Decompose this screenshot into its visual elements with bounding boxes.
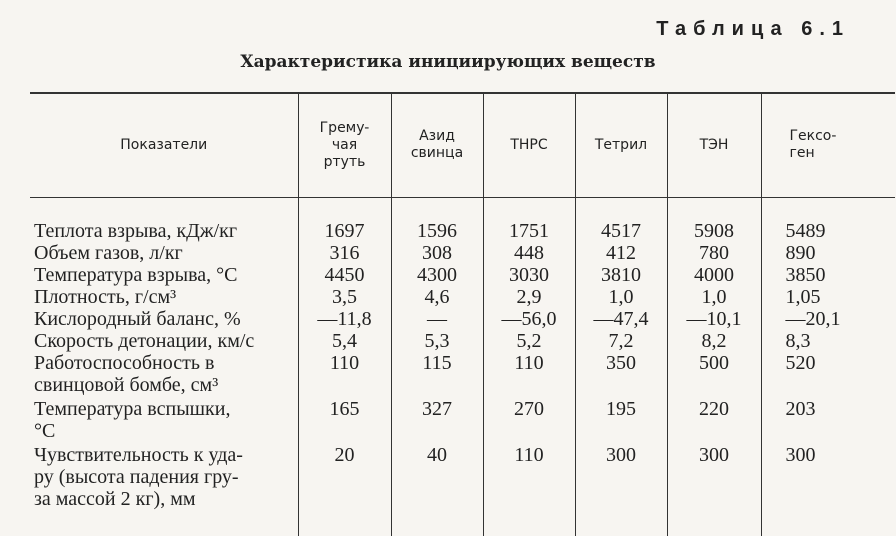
row-value: 780 (667, 242, 761, 264)
table-number-label: Таблица 6.1 (656, 18, 850, 40)
row-value: 5,2 (483, 330, 575, 352)
row-value: —10,1 (667, 308, 761, 330)
row-value: 115 (391, 352, 483, 398)
row-value: 110 (483, 352, 575, 398)
table-row (30, 444, 895, 512)
row-label: Скорость детонации, км/с (34, 329, 255, 352)
row-label: Работоспособность в свинцовой бомбе, см³ (34, 351, 219, 396)
row-value: 308 (391, 242, 483, 264)
row-value: 300 (761, 444, 895, 512)
initiating-substances-table (30, 92, 895, 536)
table-header-row (30, 93, 895, 197)
table-row (30, 264, 895, 286)
row-value: — (391, 308, 483, 330)
row-value: 1751 (483, 197, 575, 242)
table-body (30, 197, 895, 536)
row-value: 5,3 (391, 330, 483, 352)
row-value: 5,4 (298, 330, 391, 352)
row-value: 327 (391, 398, 483, 444)
header-substance: Гексо- ген (761, 93, 895, 197)
table-row (30, 398, 895, 444)
row-label: Теплота взрыва, кДж/кг (34, 219, 238, 242)
row-value: 203 (761, 398, 895, 444)
row-value: 520 (761, 352, 895, 398)
row-value: 448 (483, 242, 575, 264)
row-label: Чувствительность к уда- ру (высота падения гру- за массой 2 кг), мм (34, 443, 243, 510)
row-value: 1,0 (667, 286, 761, 308)
row-value: 1596 (391, 197, 483, 242)
row-value: 350 (575, 352, 667, 398)
row-value: 300 (575, 444, 667, 512)
row-value: —20,1 (761, 308, 895, 330)
row-value: 1,05 (761, 286, 895, 308)
header-substance: Тетрил (575, 93, 667, 197)
row-value: 500 (667, 352, 761, 398)
row-value: 20 (298, 444, 391, 512)
row-label: Температура вспышки, °С (34, 397, 231, 442)
row-value: 7,2 (575, 330, 667, 352)
row-value: 4450 (298, 264, 391, 286)
table-row (30, 330, 895, 352)
row-value: 8,3 (761, 330, 895, 352)
row-value: 110 (298, 352, 391, 398)
row-value: —11,8 (298, 308, 391, 330)
row-value: 270 (483, 398, 575, 444)
row-value: 890 (761, 242, 895, 264)
row-value: 4000 (667, 264, 761, 286)
row-value: 3810 (575, 264, 667, 286)
row-value: 3,5 (298, 286, 391, 308)
row-value: 2,9 (483, 286, 575, 308)
table-title: Характеристика инициирующих веществ (240, 52, 656, 72)
row-value: 1697 (298, 197, 391, 242)
table-row (30, 286, 895, 308)
row-label: Кислородный баланс, % (34, 307, 241, 330)
row-value: 8,2 (667, 330, 761, 352)
header-substance: Гремy- чая ртуть (298, 93, 391, 197)
header-substance: Азид свинца (391, 93, 483, 197)
header-substance: ТЭН (667, 93, 761, 197)
row-value: —47,4 (575, 308, 667, 330)
row-value: 3850 (761, 264, 895, 286)
table-row (30, 242, 895, 264)
row-value: 4517 (575, 197, 667, 242)
row-value: 165 (298, 398, 391, 444)
row-label: Объем газов, л/кг (34, 241, 183, 264)
row-value: 300 (667, 444, 761, 512)
row-value: 220 (667, 398, 761, 444)
header-substance: ТНРС (483, 93, 575, 197)
row-label: Температура взрыва, °С (34, 263, 238, 286)
table-row (30, 308, 895, 330)
table-row (30, 352, 895, 398)
row-value: 110 (483, 444, 575, 512)
header-indicator: Показатели (120, 136, 208, 153)
row-value: 1,0 (575, 286, 667, 308)
table-row (30, 197, 895, 242)
row-value: 40 (391, 444, 483, 512)
row-value: 5489 (761, 197, 895, 242)
row-label: Плотность, г/см³ (34, 285, 177, 308)
row-value: 4,6 (391, 286, 483, 308)
row-value: —56,0 (483, 308, 575, 330)
row-value: 3030 (483, 264, 575, 286)
row-value: 5908 (667, 197, 761, 242)
row-value: 4300 (391, 264, 483, 286)
row-value: 316 (298, 242, 391, 264)
row-value: 195 (575, 398, 667, 444)
row-value: 412 (575, 242, 667, 264)
